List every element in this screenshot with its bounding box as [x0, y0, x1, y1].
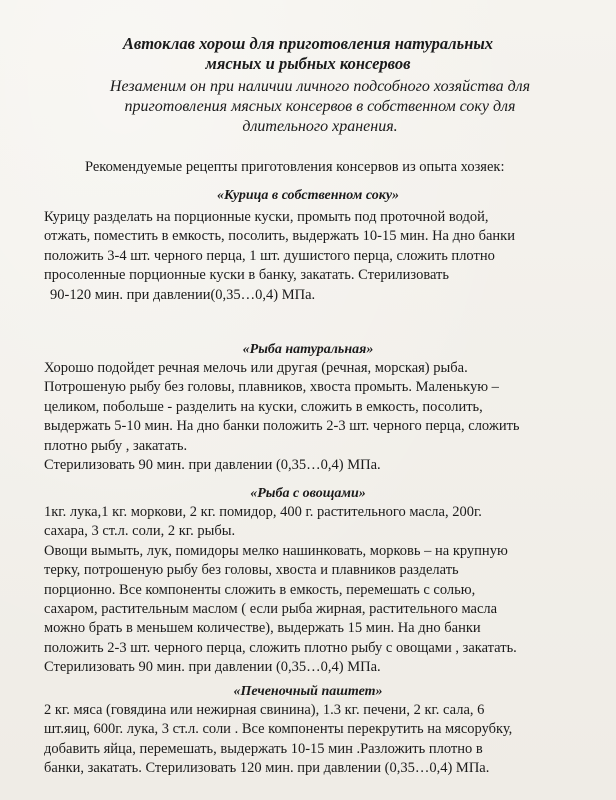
recipe-line: просоленные порционные куски в банку, закатать. Стерилизовать — [44, 267, 449, 284]
recipe-title-fish-vegetables: «Рыба с овощами» — [250, 486, 366, 501]
recipe-line: 90-120 мин. при давлении(0,35…0,4) МПа. — [50, 286, 316, 303]
recipe-body-chicken — [44, 208, 614, 305]
recipe-line: положить 2-3 шт. черного перца, сложить плотно рыбу с овощами , закатать. — [44, 639, 517, 656]
recipe-line: терку, потрошеную рыбу без головы, хвоста и плавников разделать — [44, 562, 459, 579]
recipe-line: можно брать в меньшем количестве), выдержать 15 мин. На дно банки — [44, 620, 481, 637]
recipe-title-chicken: «Курица в собственном соку» — [216, 188, 400, 203]
recipe-line: целиком, побольше - разделить на куски, сложить в емкость, посолить, — [44, 398, 483, 415]
recipe-title-liver-pate: «Печеночный паштет» — [233, 684, 383, 699]
recipe-line: Овощи вымыть, лук, помидоры мелко нашинковать, морковь – на крупную — [44, 542, 508, 559]
recipe-line: 2 кг. мяса (говядина или нежирная свинина), 1.3 кг. печени, 2 кг. сала, 6 — [44, 702, 485, 718]
recipe-line: Курицу разделать на порционные куски, промыть под проточной водой, — [44, 209, 489, 225]
recipe-line: плотно рыбу , закатать. — [44, 437, 188, 454]
document-subtitle — [40, 77, 600, 137]
recipe-title-fish-natural: «Рыба натуральная» — [242, 342, 374, 357]
title-line: Автоклав хорош для приготовления натуральных — [122, 34, 494, 53]
recipe-line: положить 3-4 шт. черного перца, 1 шт. душистого перца, сложить плотно — [44, 247, 495, 264]
recipe-line: порционно. Все компоненты сложить в емкость, перемешать с солью, — [44, 581, 476, 598]
recipe-body-liver-pate — [44, 701, 614, 779]
recipe-line: добавить яйца, перемешать, выдержать 10-15 мин .Разложить плотно в — [44, 740, 483, 757]
recipe-line: выдержать 5-10 мин. На дно банки положить 2-3 шт. черного перца, сложить — [44, 418, 520, 435]
subtitle-line: Незаменим он при наличии личного подсобного хозяйства для — [109, 78, 531, 95]
recipe-line: отжать, поместить в емкость, посолить, выдержать 10-15 мин. На дно банки — [44, 228, 515, 245]
recipe-line: Стерилизовать 90 мин. при давлении (0,35…0,4) МПа. — [44, 659, 381, 676]
recipe-body-fish-vegetables — [44, 503, 614, 678]
recipe-line: Стерилизовать 90 мин. при давлении (0,35…0,4) МПа. — [44, 457, 381, 474]
recipe-line: Хорошо подойдет речная мелочь или другая (речная, морская) рыба. — [44, 360, 468, 376]
document-title — [0, 34, 616, 74]
recipe-line: 1кг. лука,1 кг. моркови, 2 кг. помидор, 400 г. растительного масла, 200г. — [44, 504, 482, 520]
recipe-line: шт.яиц, 600г. лука, 3 ст.л. соли . Все компоненты перекрутить на мясорубку, — [44, 721, 513, 738]
subtitle-line: приготовления мясных консервов в собственном соку для — [124, 98, 516, 115]
recipe-body-fish-natural — [44, 359, 614, 475]
recipe-line: сахара, 3 ст.л. соли, 2 кг. рыбы. — [44, 523, 236, 540]
recipe-line: сахаром, растительным маслом ( если рыба жирная, растительного масла — [44, 601, 498, 618]
recipe-line: банки, закатать. Стерилизовать 120 мин. при давлении (0,35…0,4) МПа. — [44, 760, 490, 777]
intro-text: Рекомендуемые рецепты приготовления консервов из опыта хозяек: — [85, 159, 505, 175]
subtitle-line: длительного хранения. — [242, 118, 398, 135]
recipe-line: Потрошеную рыбу без головы, плавников, хвоста промыть. Маленькую – — [44, 379, 499, 396]
title-line: мясных и рыбных консервов — [205, 54, 411, 73]
